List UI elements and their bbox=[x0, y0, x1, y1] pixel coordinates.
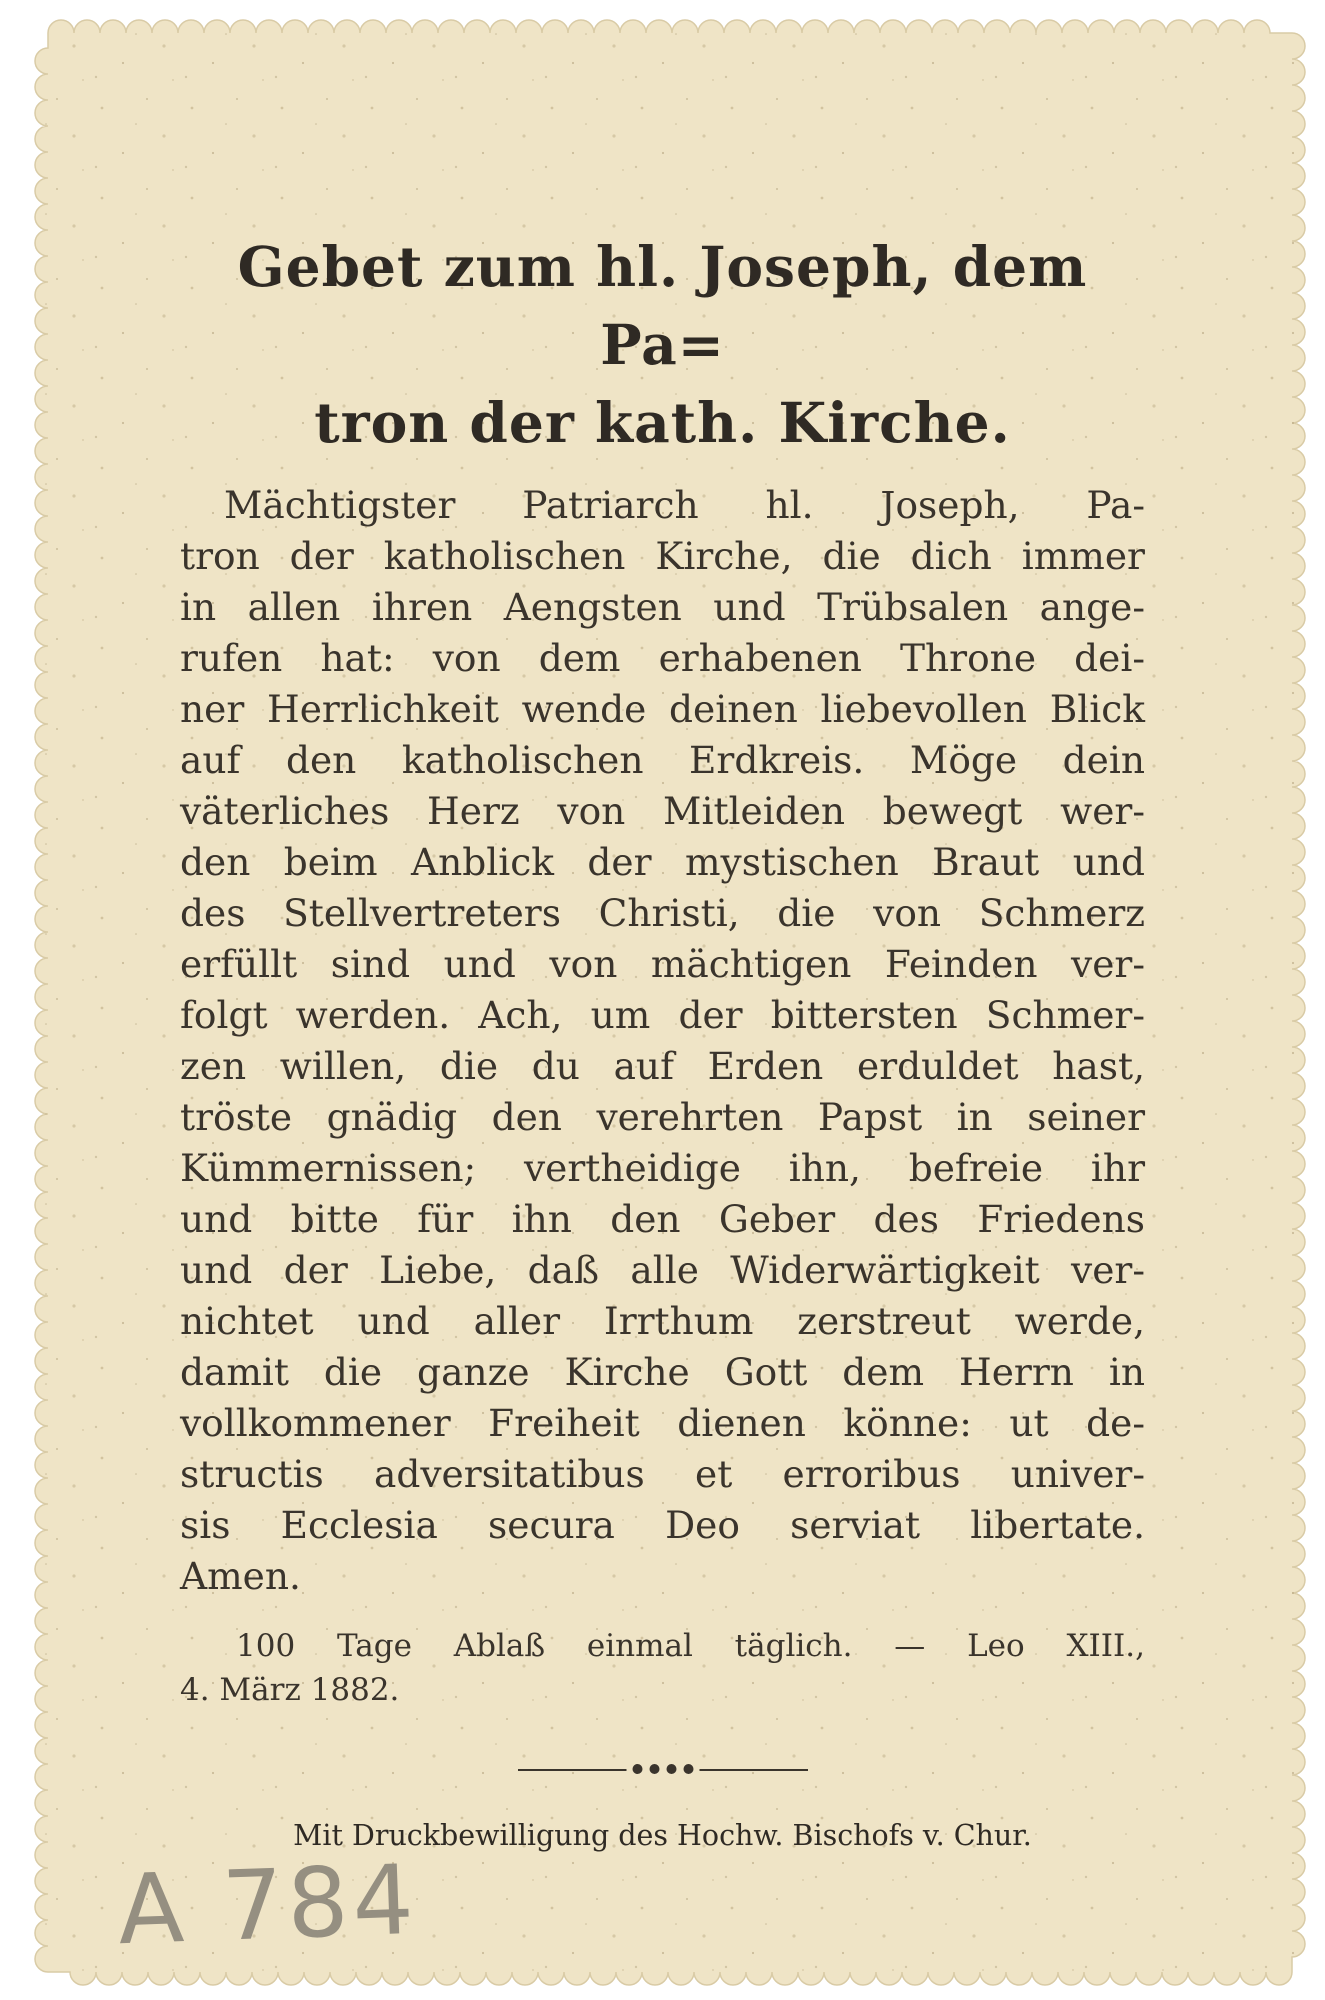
prayer-line: den beim Anblick der mystischen Braut und bbox=[180, 840, 1145, 884]
prayer-line: Kümmernissen; vertheidige ihn, befreie ihr bbox=[180, 1146, 1145, 1190]
prayer-line: folgt werden. Ach, um der bittersten Schmer- bbox=[180, 993, 1145, 1037]
title-line-2: tron der kath. Kirche. bbox=[314, 390, 1011, 455]
prayer-line: ner Herrlichkeit wende deinen liebevollen Blick bbox=[180, 687, 1145, 731]
indulgence-line-2: 4. März 1882. bbox=[180, 1672, 400, 1708]
prayer-line: des Stellvertreters Christi, die von Schmerz bbox=[180, 891, 1145, 935]
prayer-line: erfüllt sind und von mächtigen Feinden ver- bbox=[180, 942, 1145, 986]
ornamental-divider bbox=[518, 1760, 808, 1780]
divider-dot bbox=[649, 1764, 659, 1774]
prayer-line: Mächtigster Patriarch hl. Joseph, Pa- bbox=[224, 483, 1145, 527]
prayer-line: und der Liebe, daß alle Widerwärtigkeit ver- bbox=[180, 1248, 1145, 1292]
prayer-line: auf den katholischen Erdkreis. Möge dein bbox=[180, 738, 1145, 782]
title-line-1: Gebet zum hl. Joseph, dem Pa= bbox=[237, 234, 1088, 377]
prayer-line: nichtet und aller Irrthum zerstreut werde, bbox=[180, 1299, 1145, 1343]
prayer-line: väterliches Herz von Mitleiden bewegt wer- bbox=[180, 789, 1145, 833]
divider-dots bbox=[626, 1764, 699, 1774]
prayer-line: damit die ganze Kirche Gott dem Herrn in bbox=[180, 1350, 1145, 1394]
prayer-line: tron der katholischen Kirche, die dich immer bbox=[180, 534, 1145, 578]
divider-dot bbox=[683, 1764, 693, 1774]
prayer-body bbox=[180, 480, 1145, 1602]
prayer-line: structis adversitatibus et erroribus univer- bbox=[180, 1452, 1145, 1496]
prayer-line: in allen ihren Aengsten und Trübsalen ange- bbox=[180, 585, 1145, 629]
prayer-line: vollkommener Freiheit dienen könne: ut de- bbox=[180, 1401, 1145, 1445]
prayer-line: tröste gnädig den verehrten Papst in seiner bbox=[180, 1095, 1145, 1139]
divider-dot bbox=[666, 1764, 676, 1774]
prayer-card-text bbox=[180, 228, 1145, 1856]
prayer-title bbox=[180, 228, 1145, 462]
divider-dot bbox=[632, 1764, 642, 1774]
prayer-line-amen: Amen. bbox=[180, 1554, 301, 1598]
indulgence-line-1: 100 Tage Ablaß einmal täglich. — Leo XIII., bbox=[236, 1628, 1145, 1664]
indulgence-note bbox=[180, 1624, 1145, 1712]
prayer-line: rufen hat: von dem erhabenen Throne dei- bbox=[180, 636, 1145, 680]
prayer-line: zen willen, die du auf Erden erduldet hast, bbox=[180, 1044, 1145, 1088]
imprimatur-line: Mit Druckbewilligung des Hochw. Bischofs v. Chur. bbox=[293, 1819, 1032, 1852]
prayer-line: sis Ecclesia secura Deo serviat libertate. bbox=[180, 1503, 1145, 1547]
prayer-line: und bitte für ihn den Geber des Friedens bbox=[180, 1197, 1145, 1241]
pencil-inventory-number: A 784 bbox=[116, 1843, 420, 1967]
